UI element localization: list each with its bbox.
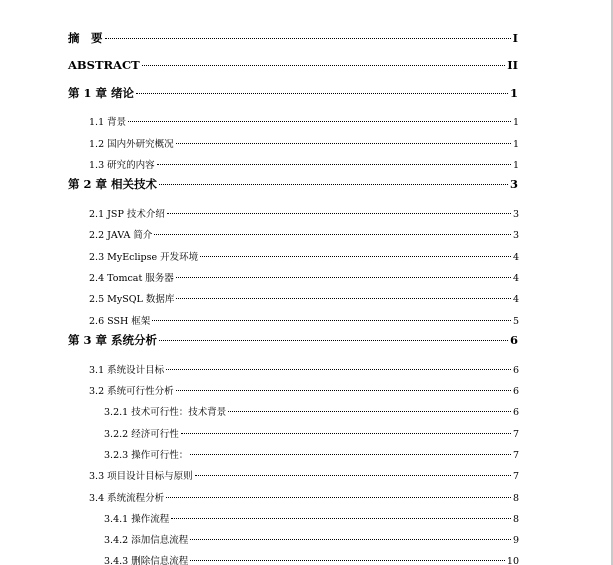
dot-leader [176, 143, 511, 144]
toc-entry-label: 1.2 国内外研究概况 [89, 139, 174, 150]
toc-entry-page: 6 [512, 407, 519, 418]
dot-leader [176, 298, 511, 299]
dot-leader [190, 454, 511, 455]
toc-entry-page: 4 [512, 294, 519, 305]
toc-entry-page: 4 [512, 273, 519, 284]
toc-entry-page: 1 [512, 117, 519, 128]
toc-entry-2-2[interactable] [89, 227, 519, 241]
toc-entry-label: 3.4.1 操作流程 [104, 514, 170, 525]
toc-entry-label: 2.6 SSH 框架 [89, 316, 151, 327]
dot-leader [142, 65, 506, 66]
dot-leader [176, 390, 511, 391]
toc-entry-1-1[interactable] [89, 114, 519, 128]
dot-leader [181, 433, 511, 434]
toc-entry-page: 7 [512, 429, 519, 440]
dot-leader [152, 320, 511, 321]
toc-entry-label: 3.4 系统流程分析 [89, 493, 165, 504]
dot-leader [159, 340, 508, 341]
toc-entry-3-4-1[interactable] [104, 511, 519, 525]
toc-entry-3-2[interactable] [89, 383, 519, 397]
dot-leader [195, 475, 511, 476]
toc-entry-3-2-3[interactable] [104, 447, 519, 461]
toc-entry-label: 第 1 章 绪论 [68, 86, 135, 100]
toc-entry-page: 7 [512, 471, 519, 482]
toc-entry-label: 3.4.3 删除信息流程 [104, 556, 189, 565]
dot-leader [157, 164, 511, 165]
toc-entry-label: 2.4 Tomcat 服务器 [89, 273, 174, 284]
dot-leader [105, 38, 511, 39]
dot-leader [171, 518, 511, 519]
toc-entry-2-3[interactable] [89, 249, 519, 263]
dot-leader [200, 256, 511, 257]
toc-entry-page: 8 [512, 493, 519, 504]
toc-entry-page: 9 [512, 535, 519, 546]
toc-entry-abstract-en[interactable] [68, 58, 518, 72]
toc-entry-label: 3.3 项目设计目标与原则 [89, 471, 193, 482]
toc-entry-page: II [507, 58, 518, 72]
toc-entry-page: 6 [512, 386, 519, 397]
toc-entry-page: 1 [512, 160, 519, 171]
toc-entry-label: 2.2 JAVA 简介 [89, 230, 153, 241]
toc-entry-chapter-3[interactable] [68, 332, 518, 348]
toc-entry-label: 摘 要 [68, 31, 103, 45]
dot-leader [154, 234, 511, 235]
toc-entry-label: 3.4.2 添加信息流程 [104, 535, 189, 546]
toc-entry-page: 7 [512, 450, 519, 461]
toc-entry-3-2-1[interactable] [104, 404, 519, 418]
toc-entry-abstract-cn[interactable] [68, 30, 518, 46]
toc-entry-label: 2.1 JSP 技术介绍 [89, 209, 165, 220]
toc-entry-3-3[interactable] [89, 468, 519, 482]
toc-entry-page: 6 [512, 365, 519, 376]
toc-entry-label: 2.5 MySQL 数据库 [89, 294, 175, 305]
dot-leader [228, 411, 511, 412]
toc-entry-2-6[interactable] [89, 313, 519, 327]
dot-leader [136, 93, 508, 94]
toc-entry-label: ABSTRACT [68, 58, 140, 72]
toc-entry-1-3[interactable] [89, 157, 519, 171]
toc-entry-label: 3.2 系统可行性分析 [89, 386, 174, 397]
toc-entry-3-4[interactable] [89, 490, 519, 504]
toc-entry-page: 4 [512, 252, 519, 263]
toc-entry-label: 3.2.3 操作可行性： [104, 450, 189, 461]
dot-leader [190, 539, 511, 540]
toc-entry-2-1[interactable] [89, 206, 519, 220]
toc-entry-2-4[interactable] [89, 270, 519, 284]
toc-entry-3-2-2[interactable] [104, 426, 519, 440]
toc-entry-label: 3.1 系统设计目标 [89, 365, 165, 376]
toc-entry-page: 3 [509, 177, 518, 191]
dot-leader [166, 369, 511, 370]
toc-entry-page: 3 [512, 230, 519, 241]
dot-leader [167, 213, 511, 214]
toc-entry-chapter-2[interactable] [68, 176, 518, 192]
toc-entry-page: 5 [512, 316, 519, 327]
toc-entry-page: 1 [509, 86, 518, 100]
toc-entry-label: 2.3 MyEclipse 开发环境 [89, 252, 199, 263]
toc-entry-label: 3.2.2 经济可行性 [104, 429, 179, 440]
dot-leader [159, 184, 508, 185]
dot-leader [176, 277, 511, 278]
dot-leader [190, 560, 505, 561]
toc-entry-label: 3.2.1 技术可行性：技术背景 [104, 407, 227, 418]
toc-entry-page: 10 [506, 556, 519, 565]
toc-entry-chapter-1[interactable] [68, 85, 518, 101]
dot-leader [166, 497, 511, 498]
toc-entry-label: 第 2 章 相关技术 [68, 177, 158, 191]
toc-entry-3-1[interactable] [89, 362, 519, 376]
toc-entry-page: 6 [509, 333, 518, 347]
toc-entry-page: I [512, 31, 518, 45]
toc-entry-3-4-3[interactable] [104, 553, 519, 565]
toc-entry-label: 第 3 章 系统分析 [68, 333, 158, 347]
toc-entry-label: 1.1 背景 [89, 117, 127, 128]
toc-entry-2-5[interactable] [89, 291, 519, 305]
toc-entry-page: 8 [512, 514, 519, 525]
toc-entry-page: 3 [512, 209, 519, 220]
toc-entry-3-4-2[interactable] [104, 532, 519, 546]
toc-entry-label: 1.3 研究的内容 [89, 160, 155, 171]
dot-leader [128, 121, 511, 122]
toc-entry-page: 1 [512, 139, 519, 150]
toc-entry-1-2[interactable] [89, 136, 519, 150]
